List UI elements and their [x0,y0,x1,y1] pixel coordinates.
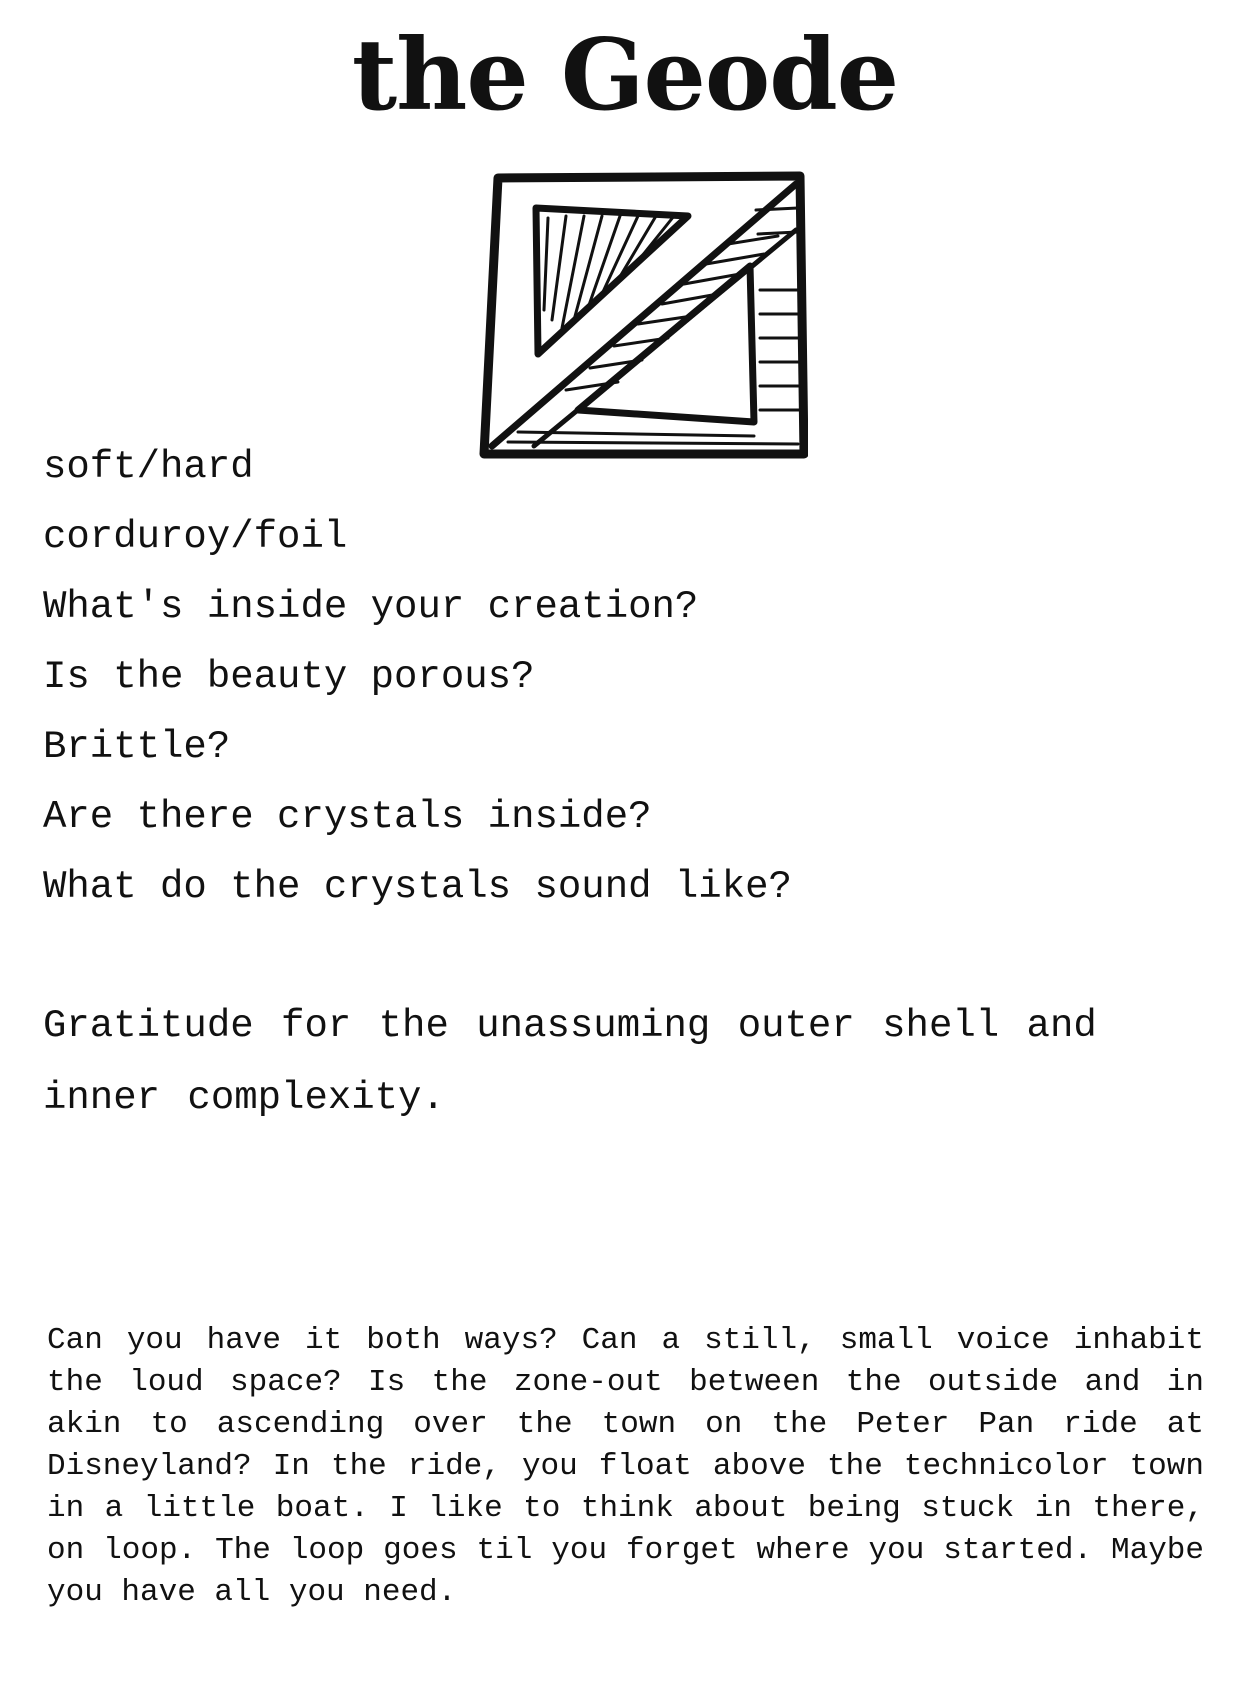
essay-paragraph: Can you have it both ways? Can a still, small voice inhabit the loud space? Is the zone-out between the outside and in akin to ascending over the town on the Peter Pan ride at Disneyland? In the ride, you float above the technicolor town in a little boat. I like to think about being stuck in there, on loop. The loop goes til you forget where you started. Maybe you have all you need. [47,1323,1204,1610]
prompt-list [43,432,1203,922]
geode-square-emblem-icon [478,170,808,462]
gratitude-statement: Gratitude for the unassuming outer shell and inner complexity. [43,1004,1097,1120]
prompt-line: What's inside your creation? [43,585,699,629]
page-title: the Geode [351,18,899,133]
prompt-line: Is the beauty porous? [43,655,535,699]
prompt-line: soft/hard [43,445,254,489]
prompt-line: corduroy/foil [43,515,348,559]
prompt-line: Brittle? [43,725,231,769]
prompt-line: What do the crystals sound like? [43,865,792,909]
prompt-line: Are there crystals inside? [43,795,652,839]
